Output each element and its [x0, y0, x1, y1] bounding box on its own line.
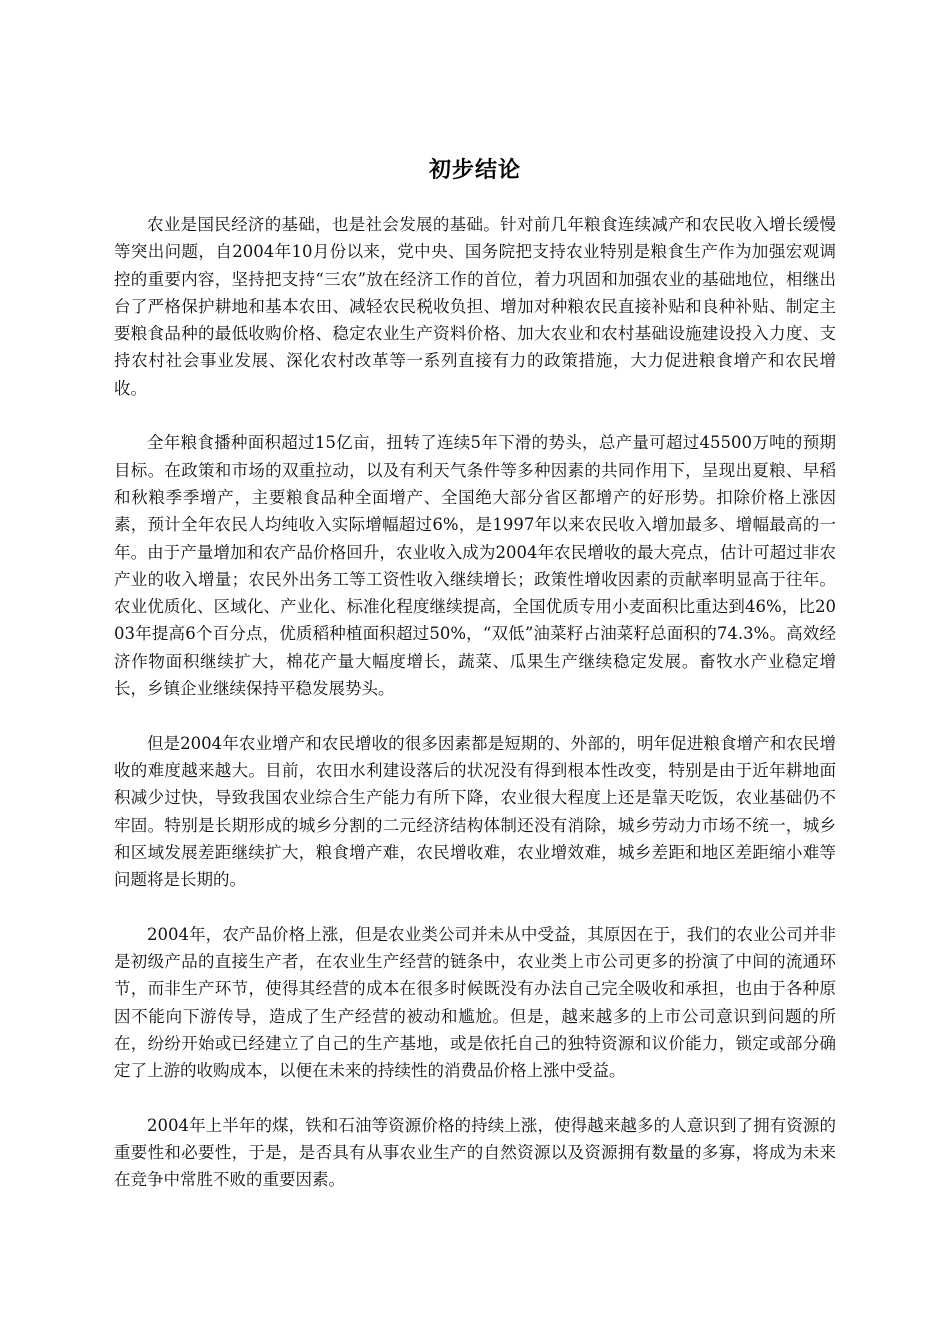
paragraph-5: 2004年上半年的煤，铁和石油等资源价格的持续上涨，使得越来越多的人意识到了拥有资源的重要性和必要性，于是，是否具有从事农业生产的自然资源以及资源拥有数量的多寡，将成为未来在竞争中常胜不败的重要因素。: [114, 1115, 836, 1190]
paragraph-1: 农业是国民经济的基础，也是社会发展的基础。针对前几年粮食连续减产和农民收入增长缓慢等突出问题，自2004年10月份以来，党中央、国务院把支持农业特别是粮食生产作为加强宏观调控的重要内容，坚持把支持“三农”放在经济工作的首位，着力巩固和加强农业的基础地位，相继出台了严格保护耕地和基本农田、减轻农民税收负担、增加对种粮农民直接补贴和良种补贴、制定主要粮食品种的最低收购价格、稳定农业生产资料价格、加大农业和农村基础设施建设投入力度、支持农村社会事业发展、深化农村改革等一系列直接有力的政策措施，大力促进粮食增产和农民增收。: [114, 215, 836, 398]
paragraph-4: 2004年，农产品价格上涨，但是农业类公司并未从中受益，其原因在于，我们的农业公司并非是初级产品的直接生产者，在农业生产经营的链条中，农业类上市公司更多的扮演了中间的流通环节，而非生产环节，使得其经营的成本在很多时候既没有办法自己完全吸收和承担，也由于各种原因不能向下游传导，造成了生产经营的被动和尴尬。但是，越来越多的上市公司意识到问题的所在，纷纷开始或已经建立了自己的生产基地，或是依托自己的独特资源和议价能力，锁定或部分确定了上游的收购成本，以便在未来的持续性的消费品价格上涨中受益。: [114, 924, 836, 1081]
paragraph-3: 但是2004年农业增产和农民增收的很多因素都是短期的、外部的，明年促进粮食增产和农民增收的难度越来越大。目前，农田水利建设落后的状况没有得到根本性改变，特别是由于近年耕地面积减少过快，导致我国农业综合生产能力有所下降，农业很大程度上还是靠天吃饭，农业基础仍不牢固。特别是长期形成的城乡分割的二元经济结构体制还没有消除，城乡劳动力市场不统一，城乡和区域发展差距继续扩大，粮食增产难，农民增收难，农业增效难，城乡差距和地区差距缩小难等问题将是长期的。: [114, 733, 836, 890]
page-title: 初步结论: [428, 158, 521, 183]
document-body: [114, 211, 836, 1221]
paragraph-2: 全年粮食播种面积超过15亿亩，扭转了连续5年下滑的势头，总产量可超过45500万吨的预期目标。在政策和市场的双重拉动，以及有利天气条件等多种因素的共同作用下，呈现出夏粮、早稻和秋粮季季增产，主要粮食品种全面增产、全国绝大部分省区都增产的好形势。扣除价格上涨因素，预计全年农民人均纯收入实际增幅超过6%，是1997年以来农民收入增加最多、增幅最高的一年。由于产量增加和农产品价格回升，农业收入成为2004年农民增收的最大亮点，估计可超过非农产业的收入增量；农民外出务工等工资性收入继续增长；政策性增收因素的贡献率明显高于往年。农业优质化、区域化、产业化、标准化程度继续提高，全国优质专用小麦面积比重达到46%，比2003年提高6个百分点，优质稻种植面积超过50%，“双低”油菜籽占油菜籽总面积的74.3%。高效经济作物面积继续扩大，棉花产量大幅度增长，蔬菜、瓜果生产继续稳定发展。畜牧水产业稳定增长，乡镇企业继续保持平稳发展势头。: [114, 433, 836, 699]
